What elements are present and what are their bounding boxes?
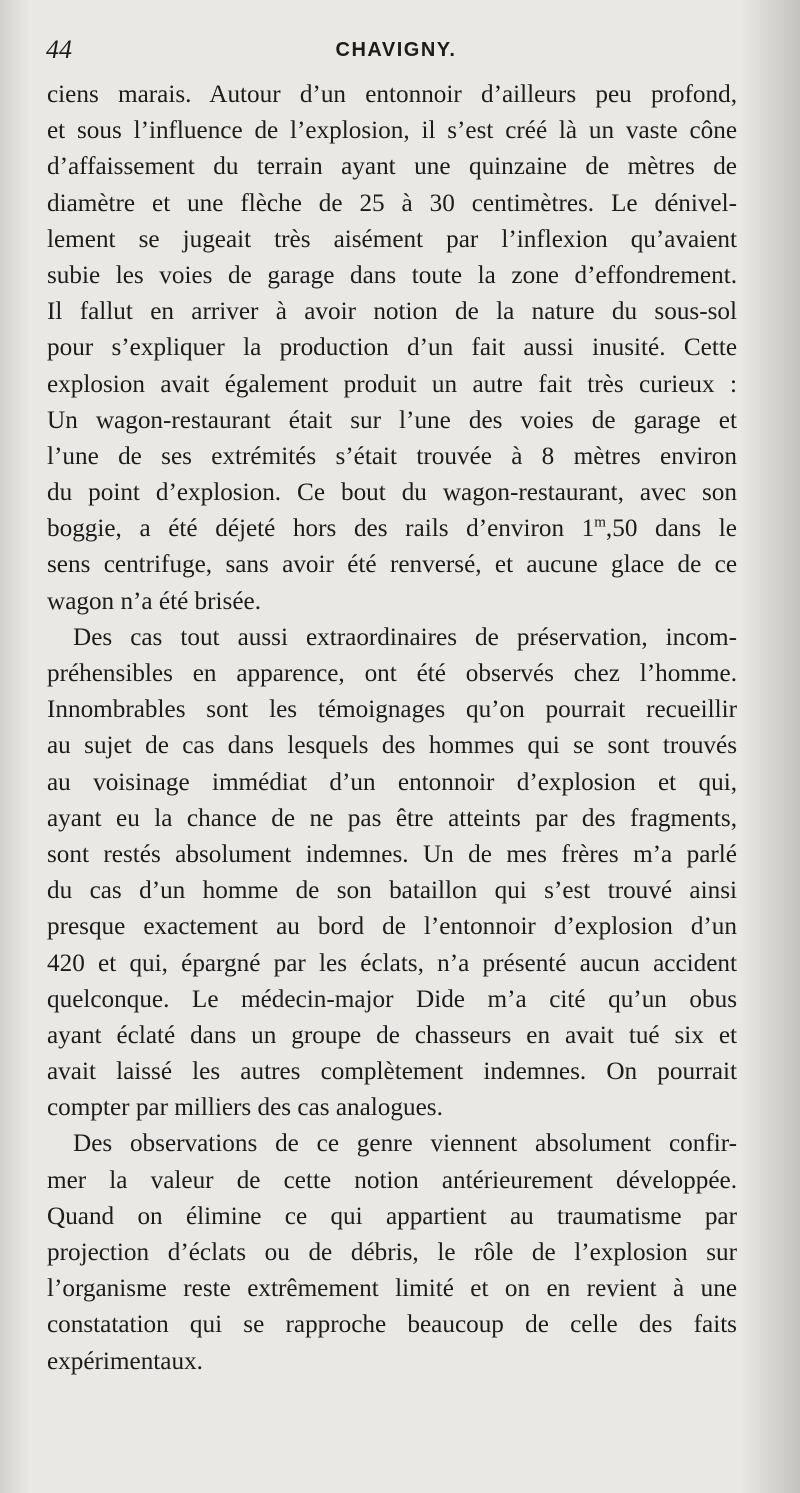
- text-line: ayant eu la chance de ne pas être atteints par des fragments,: [47, 804, 737, 832]
- running-head: [46, 36, 746, 64]
- text-line: d’affaissement du terrain ayant une quinzaine de mètres de: [47, 153, 737, 181]
- text-line: subie les voies de garage dans toute la zone d’effondrement.: [47, 261, 737, 289]
- text-line: Quand on élimine ce qui appartient au traumatisme par: [47, 1202, 737, 1230]
- text-line: Des cas tout aussi extraordinaires de préservation, incom-: [73, 623, 737, 651]
- running-title: CHAVIGNY.: [335, 39, 457, 61]
- text-line: compter par milliers des cas analogues.: [47, 1094, 443, 1122]
- text-line: Innombrables sont les témoignages qu’on pourrait recueillir: [47, 696, 737, 724]
- page-number: 44: [46, 35, 72, 64]
- text-line: wagon n’a été brisée.: [47, 587, 261, 615]
- text-line: l’une de ses extrémités s’était trouvée à 8 mètres environ: [47, 442, 737, 470]
- text-line: lement se jugeait très aisément par l’inflexion qu’avaient: [47, 225, 737, 253]
- text-line: boggie, a été déjeté hors des rails d’environ 1$^m$,50 dans le: [47, 514, 737, 543]
- text-line: sens centrifuge, sans avoir été renversé, et aucune glace de ce: [47, 551, 737, 579]
- text-line: et sous l’influence de l’explosion, il s’est créé là un vaste cône: [47, 117, 737, 145]
- text-line: 420 et qui, épargné par les éclats, n’a présenté aucun accident: [47, 949, 737, 977]
- text-line: sont restés absolument indemnes. Un de mes frères m’a parlé: [47, 840, 737, 868]
- paragraph: [47, 77, 737, 620]
- text-line: au sujet de cas dans lesquels des hommes qui se sont trouvés: [47, 732, 737, 760]
- paragraph: [47, 1126, 737, 1379]
- text-line: explosion avait également produit un autre fait très curieux :: [47, 370, 737, 398]
- text-line: pour s’expliquer la production d’un fait aussi inusité. Cette: [47, 334, 737, 362]
- text-line: diamètre et une flèche de 25 à 30 centimètres. Le dénivel-: [47, 189, 737, 217]
- text-line: Un wagon-restaurant était sur l’une des voies de garage et: [47, 406, 737, 434]
- text-line: ciens marais. Autour d’un entonnoir d’ailleurs peu profond,: [47, 81, 737, 108]
- text-line: quelconque. Le médecin-major Dide m’a cité qu’un obus: [47, 985, 737, 1013]
- text-line: projection d’éclats ou de débris, le rôle de l’explosion sur: [47, 1239, 737, 1266]
- text-line: ayant éclaté dans un groupe de chasseurs en avait tué six et: [47, 1021, 737, 1049]
- text-line: au voisinage immédiat d’un entonnoir d’explosion et qui,: [47, 768, 737, 796]
- text-line: du point d’explosion. Ce bout du wagon-restaurant, avec son: [47, 479, 737, 507]
- paragraph: [47, 620, 737, 1127]
- text-line: mer la valeur de cette notion antérieurement développée.: [47, 1166, 737, 1194]
- body-text: [47, 77, 737, 1380]
- text-line: Des observations de ce genre viennent absolument confir-: [73, 1130, 737, 1158]
- text-line: du cas d’un homme de son bataillon qui s’est trouvé ainsi: [47, 877, 737, 905]
- text-line: l’organisme reste extrêmement limité et on en revient à une: [47, 1275, 737, 1303]
- text-line: Il fallut en arriver à avoir notion de la nature du sous-sol: [47, 298, 737, 326]
- text-line: presque exactement au bord de l’entonnoir d’explosion d’un: [47, 913, 737, 941]
- text-line: expérimentaux.: [47, 1347, 203, 1375]
- text-line: constatation qui se rapproche beaucoup de celle des faits: [47, 1311, 737, 1339]
- text-line: préhensibles en apparence, ont été observés chez l’homme.: [47, 660, 737, 687]
- text-line: avait laissé les autres complètement indemnes. On pourrait: [47, 1058, 737, 1086]
